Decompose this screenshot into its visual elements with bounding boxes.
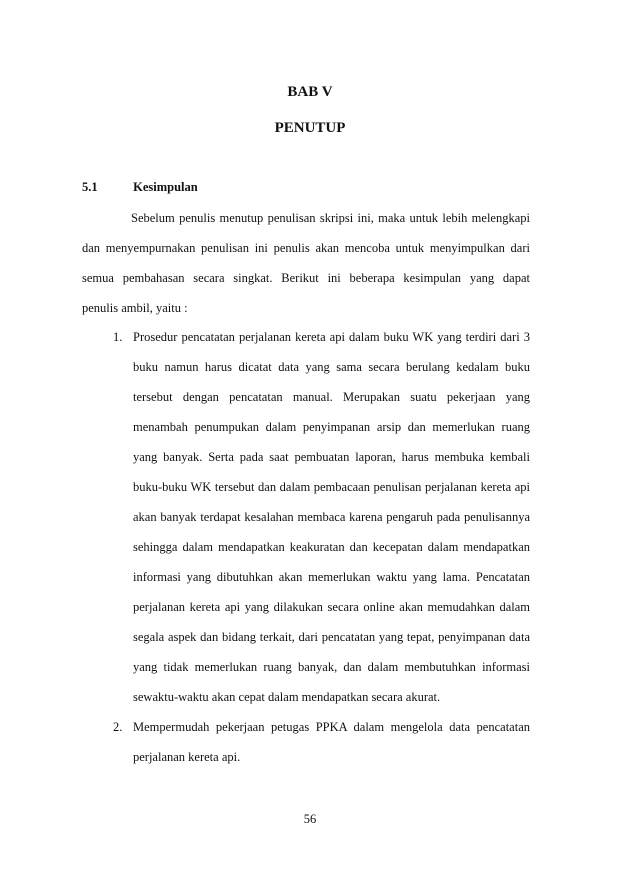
list-item-line: menambah penumpukan dalam penyimpanan arsip dan memerlukan ruang (133, 420, 530, 434)
list-item-line: buku namun harus dicatat data yang sama secara berulang kedalam buku (133, 360, 530, 374)
section-heading (82, 180, 198, 195)
list-item-line: akan banyak terdapat kesalahan membaca karena pengaruh pada penulisannya (133, 510, 530, 524)
intro-line: dan menyempurnakan penulisan ini penulis akan mencoba untuk menyimpulkan dari (82, 241, 530, 255)
chapter-number: BAB V (287, 84, 333, 100)
page-number: 56 (303, 812, 317, 826)
section-number: 5.1 (82, 180, 98, 194)
intro-line: penulis ambil, yaitu : (82, 301, 188, 315)
chapter-title: PENUTUP (274, 120, 346, 136)
list-item-line: perjalanan kereta api. (133, 750, 241, 764)
list-item-line: Prosedur pencatatan perjalanan kereta api dalam buku WK yang terdiri dari 3 (133, 330, 530, 344)
list-item-number: 1. (113, 330, 123, 344)
list-item-line: buku-buku WK tersebut dan dalam pembacaan penulisan perjalanan kereta api (133, 480, 530, 494)
intro-line: Sebelum penulis menutup penulisan skripsi ini, maka untuk lebih melengkapi (131, 211, 530, 225)
list-item-line: Mempermudah pekerjaan petugas PPKA dalam mengelola data pencatatan (133, 720, 530, 734)
list-item-line: segala aspek dan bidang terkait, dari pencatatan yang tepat, penyimpanan data (133, 630, 530, 644)
list-item-line: sewaktu-waktu akan cepat dalam mendapatkan secara akurat. (133, 690, 441, 704)
list-item-number: 2. (113, 720, 123, 734)
list-item-line: yang tidak memerlukan ruang banyak, dan dalam membutuhkan informasi (133, 660, 530, 674)
list-item-line: perjalanan kereta api yang dilakukan secara online akan memudahkan dalam (133, 600, 530, 614)
list-item-line: yang banyak. Serta pada saat pembuatan laporan, harus membuka kembali (133, 450, 530, 464)
intro-line: semua pembahasan secara singkat. Berikut ini beberapa kesimpulan yang dapat (82, 271, 530, 285)
list-item-line: informasi yang dibutuhkan akan memerlukan waktu yang lama. Pencatatan (133, 570, 530, 584)
list-item-line: sehingga dalam mendapatkan keakuratan dan kecepatan dalam mendapatkan (133, 540, 530, 554)
section-title: Kesimpulan (133, 180, 198, 194)
list-item-line: tersebut dengan pencatatan manual. Merupakan suatu pekerjaan yang (133, 390, 530, 404)
